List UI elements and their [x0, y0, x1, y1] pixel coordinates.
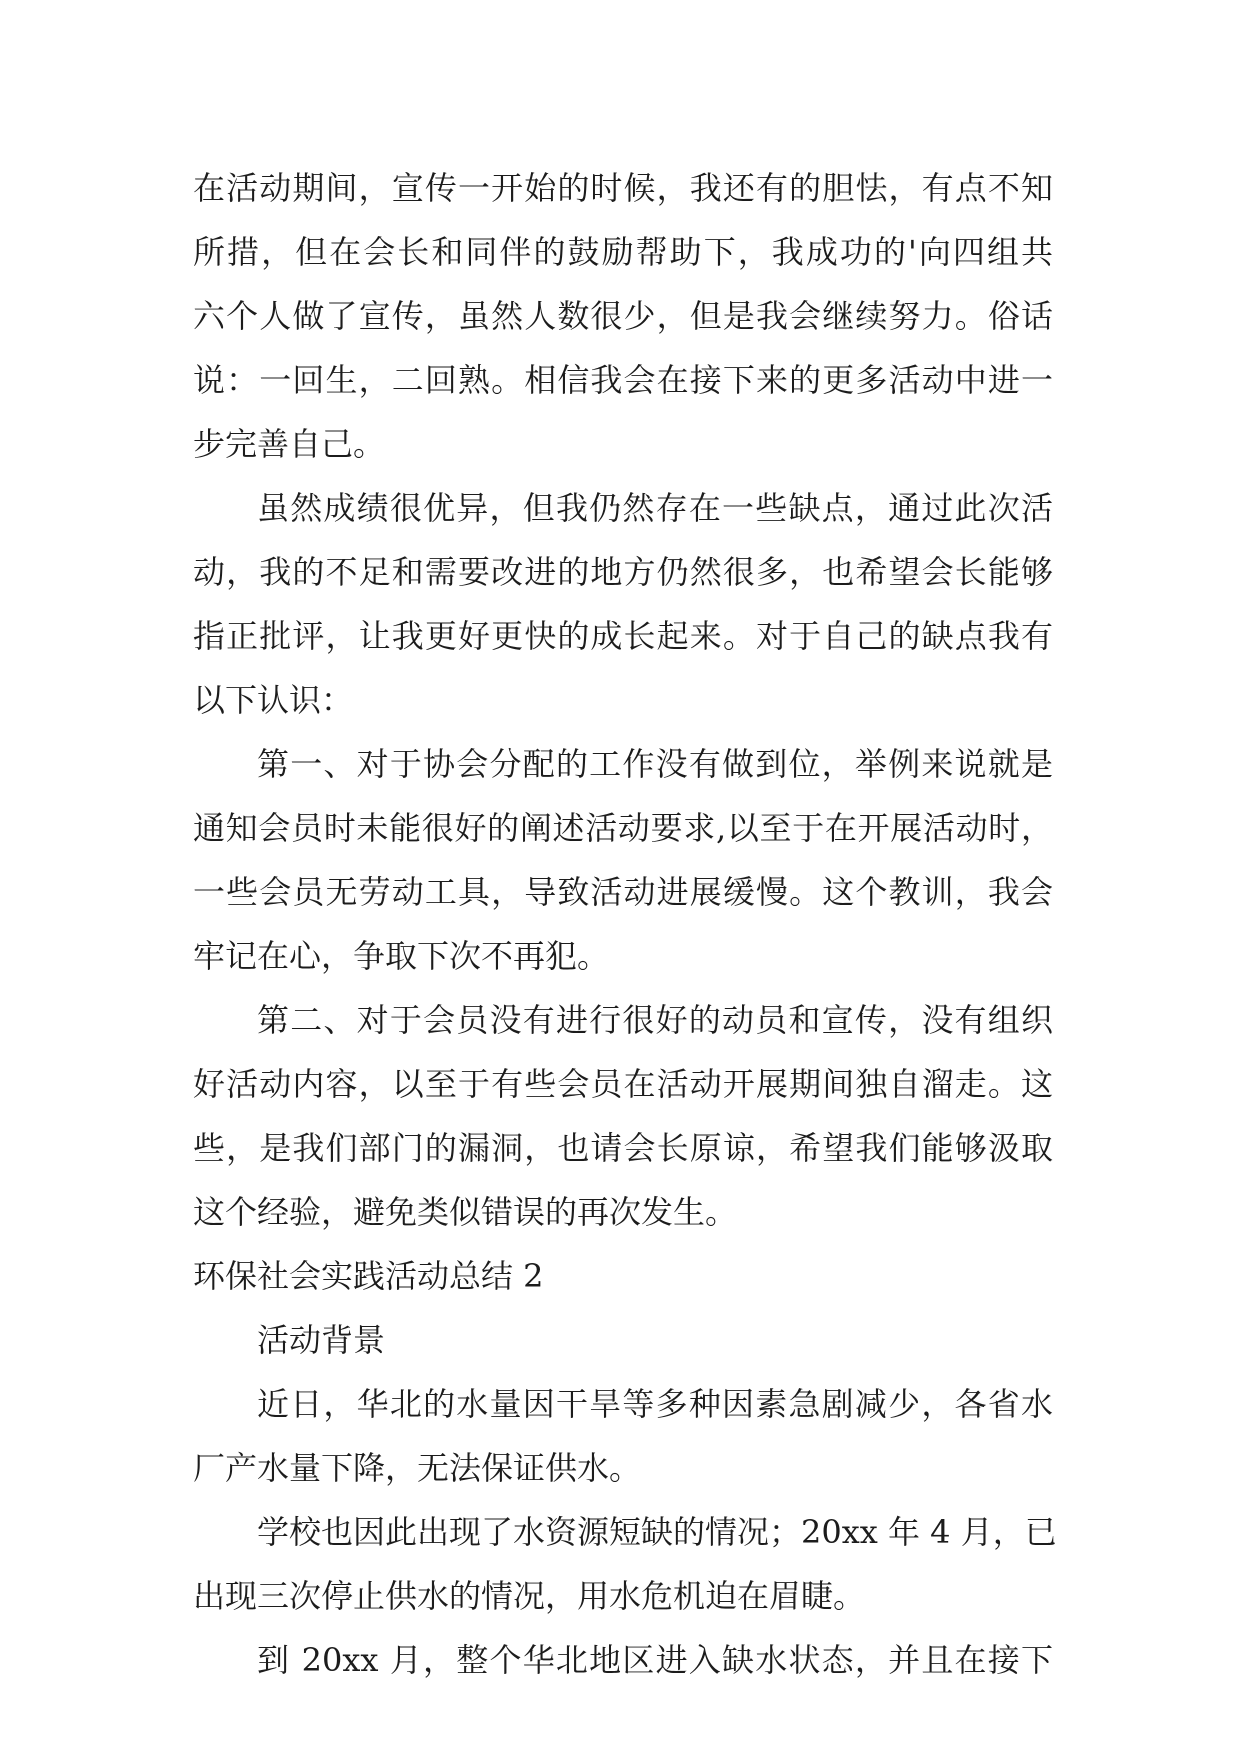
paragraph-line: 说：一回生，二回熟。相信我会在接下来的更多活动中进一 [193, 361, 1053, 399]
paragraph-line: 这个经验，避免类似错误的再次发生。 [193, 1193, 738, 1231]
paragraph-line: 步完善自己。 [193, 425, 386, 463]
paragraph [193, 476, 1053, 732]
paragraph-line: 动，我的不足和需要改进的地方仍然很多，也希望会长能够 [193, 553, 1053, 591]
paragraph [193, 988, 1053, 1244]
paragraph-line: 到 20xx 月，整个华北地区进入缺水状态，并且在接下 [257, 1641, 1053, 1679]
paragraph-line: 虽然成绩很优异，但我仍然存在一些缺点，通过此次活 [257, 489, 1053, 527]
subheading: 活动背景 [257, 1321, 386, 1359]
paragraph [193, 156, 1053, 476]
section-title: 环保社会实践活动总结 2 [193, 1257, 544, 1295]
paragraph-line: 指正批评，让我更好更快的成长起来。对于自己的缺点我有 [193, 617, 1053, 655]
paragraph-line: 通知会员时未能很好的阐述活动要求,以至于在开展活动时， [193, 809, 1053, 847]
paragraph-line: 近日，华北的水量因干旱等多种因素急剧减少，各省水 [257, 1385, 1053, 1423]
paragraph-line: 以下认识： [193, 681, 354, 719]
paragraph [193, 1500, 1057, 1628]
paragraph-line: 第一、对于协会分配的工作没有做到位，举例来说就是 [257, 745, 1053, 783]
paragraph-line: 六个人做了宣传，虽然人数很少，但是我会继续努力。俗话 [193, 297, 1053, 335]
paragraph-line: 厂产水量下降，无法保证供水。 [193, 1449, 642, 1487]
document-body [193, 156, 1057, 1692]
paragraph-line: 第二、对于会员没有进行很好的动员和宣传，没有组织 [257, 1001, 1053, 1039]
paragraph [193, 1372, 1053, 1500]
paragraph-line: 出现三次停止供水的情况，用水危机迫在眉睫。 [193, 1577, 866, 1615]
paragraph-line: 所措，但在会长和同伴的鼓励帮助下，我成功的'向四组共 [193, 233, 1053, 271]
paragraph-line: 好活动内容，以至于有些会员在活动开展期间独自溜走。这 [193, 1065, 1053, 1103]
paragraph-line: 些，是我们部门的漏洞，也请会长原谅，希望我们能够汲取 [193, 1129, 1053, 1167]
paragraph-line: 学校也因此出现了水资源短缺的情况；20xx 年 4 月，已 [257, 1513, 1057, 1551]
paragraph-line: 牢记在心，争取下次不再犯。 [193, 937, 610, 975]
paragraph [193, 732, 1053, 988]
paragraph-line: 一些会员无劳动工具，导致活动进展缓慢。这个教训，我会 [193, 873, 1053, 911]
paragraph-line: 在活动期间，宣传一开始的时候，我还有的胆怯，有点不知 [193, 169, 1053, 207]
paragraph [193, 1628, 1053, 1692]
